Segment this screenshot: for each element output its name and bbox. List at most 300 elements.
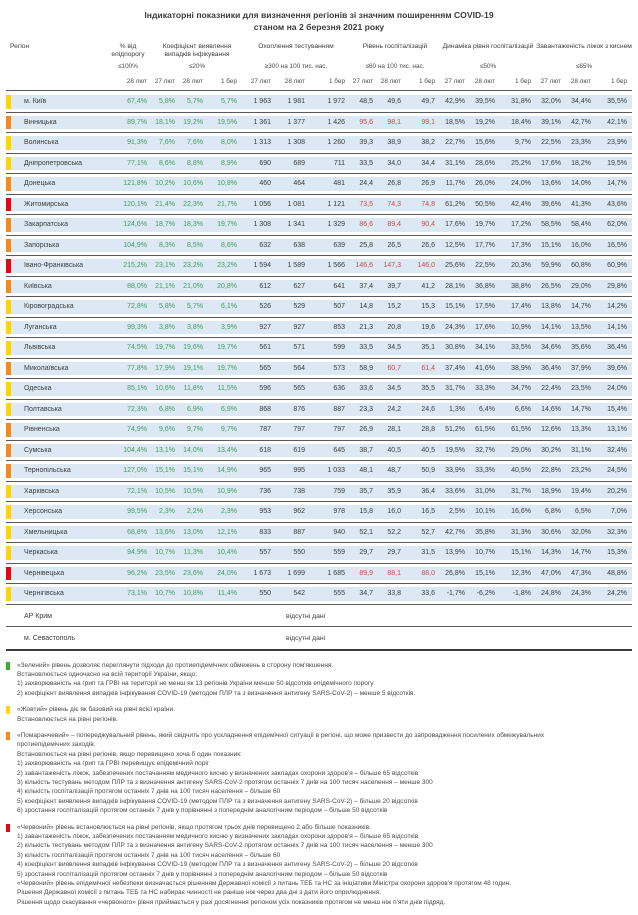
test-value: 1 308 xyxy=(253,221,271,229)
yellow-level-marker xyxy=(6,587,11,601)
region-name: Черкаська xyxy=(24,549,58,557)
test-value: 953 xyxy=(259,508,271,516)
region-name: Полтавська xyxy=(24,405,62,413)
beds-value: 47,3% xyxy=(571,569,591,577)
region-row-band xyxy=(6,485,632,499)
beds-value: 14,1% xyxy=(541,323,561,331)
beds-value: 59,9% xyxy=(541,262,561,270)
hosp-value: 23,3 xyxy=(359,405,373,413)
beds-value: 39,6% xyxy=(607,364,627,372)
table-row xyxy=(6,464,632,482)
test-value: 1 673 xyxy=(253,569,271,577)
test-value: 1 699 xyxy=(287,569,305,577)
marker-cell xyxy=(6,423,20,437)
beds-value: 15,3% xyxy=(607,549,627,557)
hosp-value: 31,5 xyxy=(421,549,435,557)
test-value: 627 xyxy=(293,282,305,290)
coef-value: 9,7% xyxy=(187,426,203,434)
dyn-value: -6,2% xyxy=(476,590,495,598)
test-value: 1 121 xyxy=(327,200,345,208)
coef-value: 5,8% xyxy=(159,98,175,106)
test-value: 711 xyxy=(333,159,345,167)
dyn-value: 36,8% xyxy=(475,282,495,290)
beds-value: 58,4% xyxy=(571,221,591,229)
yellow-level-marker xyxy=(6,341,11,355)
hosp-value: 35,5 xyxy=(421,385,435,393)
beds-value: 23,5% xyxy=(571,385,591,393)
beds-value: 23,9% xyxy=(607,139,627,147)
yellow-level-marker xyxy=(6,526,11,540)
hosp-value: 35,1 xyxy=(421,344,435,352)
hosp-value: 16,0 xyxy=(387,508,401,516)
hosp-value: 35,7 xyxy=(359,487,373,495)
region-name: Херсонська xyxy=(24,508,63,516)
hosp-value: 38,2 xyxy=(421,139,435,147)
no-data-row xyxy=(6,608,632,628)
beds-value: 14,7% xyxy=(607,180,627,188)
beds-value: 42,7% xyxy=(571,118,591,126)
dyn-value: 30,8% xyxy=(445,344,465,352)
region-row-band xyxy=(6,157,632,171)
coef-value: 11,4% xyxy=(217,590,237,598)
beds-value: 15,1% xyxy=(541,241,561,249)
dyn-value: 29,0% xyxy=(511,446,531,454)
yellow-level-marker xyxy=(6,321,11,335)
coef-value: 8,9% xyxy=(221,159,237,167)
region-row-band xyxy=(6,362,632,376)
dyn-value: 61,5% xyxy=(511,426,531,434)
date-header: 1 бер xyxy=(220,78,237,85)
coef-value: 23,5% xyxy=(155,569,175,577)
coef-value: 19,6% xyxy=(183,344,203,352)
hosp-value: 48,5 xyxy=(359,98,373,106)
hosp-value: 15,2 xyxy=(387,303,401,311)
legend-text: 1) захворюваність на грип та ГРВІ перевищує епідемічний поріг xyxy=(17,760,210,768)
threshold-dyn: ≤50% xyxy=(479,63,497,70)
marker-cell xyxy=(6,341,20,355)
region-row-band xyxy=(6,177,632,191)
legend-text: 5) коефіцієнт виявлення випадків інфікування COVID-19 (методом ПЛР та з визначення антигену SARS-CoV-2) – більше 20 відсотків xyxy=(17,797,418,805)
region-name: Київська xyxy=(24,282,52,290)
coef-value: 10,4% xyxy=(217,549,237,557)
region-name: Тернопільська xyxy=(24,467,71,475)
test-value: 1 377 xyxy=(287,118,305,126)
region-row-band xyxy=(6,464,632,478)
epid-value: 67,4% xyxy=(127,98,147,106)
date-header: 28 лют xyxy=(474,78,495,85)
test-value: 638 xyxy=(293,241,305,249)
hosp-value: 36,4 xyxy=(421,487,435,495)
epid-value: 120,1% xyxy=(123,200,147,208)
threshold-coef: ≤20% xyxy=(188,63,206,70)
region-name: Волинська xyxy=(24,139,59,147)
beds-value: 48,8% xyxy=(607,569,627,577)
test-value: 529 xyxy=(293,303,305,311)
epid-value: 215,2% xyxy=(123,262,147,270)
coef-value: 20,8% xyxy=(217,282,237,290)
region-name: Івано-Франківська xyxy=(24,262,84,270)
marker-cell xyxy=(6,239,20,253)
test-value: 645 xyxy=(333,446,345,454)
yellow-level-marker xyxy=(6,403,11,417)
coef-value: 7,6% xyxy=(159,139,175,147)
beds-value: 60,8% xyxy=(571,262,591,270)
table-row xyxy=(6,526,632,544)
dyn-value: 24,0% xyxy=(511,180,531,188)
legend-text: 2) завантаженість ліжок, забезпечених постачанням медичного кисню у визначених закладах охорони здоров'я – більше 65 відсотків xyxy=(17,769,419,777)
orange-level-marker xyxy=(6,464,11,478)
beds-value: 39,6% xyxy=(541,200,561,208)
hosp-value: 19,6 xyxy=(421,323,435,331)
region-name: Одеська xyxy=(24,385,52,393)
legend-text: 3) кількість госпіталізацій протягом останніх 7 днів на 100 тисяч населення – більше 60 xyxy=(17,851,281,859)
no-data-row xyxy=(6,630,632,651)
table-row xyxy=(6,177,632,195)
table-body xyxy=(6,95,632,651)
region-row-band xyxy=(6,341,632,355)
legend-text: Встановлюється одночасно на всій території України, якщо: xyxy=(17,670,198,678)
beds-value: 43,6% xyxy=(607,200,627,208)
beds-value: 36,4% xyxy=(541,364,561,372)
beds-value: 14,7% xyxy=(571,303,591,311)
hosp-value: 34,4 xyxy=(421,159,435,167)
marker-cell xyxy=(6,362,20,376)
beds-value: 18,9% xyxy=(541,487,561,495)
region-name: Луганська xyxy=(24,323,57,331)
hosp-value: 29,7 xyxy=(387,549,401,557)
dyn-value: 9,7% xyxy=(515,139,531,147)
orange-level-marker xyxy=(6,362,11,376)
coef-value: 10,9% xyxy=(217,487,237,495)
dyn-value: 22,7% xyxy=(445,139,465,147)
hosp-value: 33,6 xyxy=(421,590,435,598)
orange-level-marker xyxy=(6,239,11,253)
coef-value: 14,0% xyxy=(183,446,203,454)
test-value: 833 xyxy=(259,528,271,536)
coef-value: 8,6% xyxy=(159,159,175,167)
region-row-band xyxy=(6,526,632,540)
column-header-coef: Коефіцієнт виявлення випадків інфікування xyxy=(162,43,232,58)
beds-value: 39,1% xyxy=(541,118,561,126)
hosp-value: 98,1 xyxy=(387,118,401,126)
legend-text: Встановлюється на рівні регіонів. xyxy=(17,715,118,723)
region-row-band xyxy=(6,444,632,458)
test-value: 1 329 xyxy=(327,221,345,229)
dyn-value: 15,1% xyxy=(445,303,465,311)
legend-block-red xyxy=(6,823,632,908)
dyn-value: 10,7% xyxy=(475,549,495,557)
marker-cell xyxy=(6,136,20,150)
legend-block-yellow xyxy=(6,705,632,724)
marker-cell xyxy=(6,546,20,560)
test-value: 1 963 xyxy=(253,98,271,106)
dyn-value: 17,5% xyxy=(475,303,495,311)
legend-text: протиепідемічних заходів. xyxy=(17,741,96,749)
yellow-level-marker xyxy=(6,505,11,519)
dyn-value: 10,9% xyxy=(511,323,531,331)
dyn-value: 17,6% xyxy=(475,323,495,331)
test-value: 565 xyxy=(259,364,271,372)
test-value: 1 081 xyxy=(287,200,305,208)
date-header: 1 бер xyxy=(610,78,627,85)
table-row xyxy=(6,280,632,298)
region-row-band xyxy=(6,321,632,335)
coef-value: 2,3% xyxy=(221,508,237,516)
coef-value: 8,5% xyxy=(187,241,203,249)
hosp-value: 26,5 xyxy=(387,241,401,249)
coef-value: 21,4% xyxy=(155,200,175,208)
beds-value: 37,9% xyxy=(571,364,591,372)
epid-value: 72,8% xyxy=(127,303,147,311)
beds-value: 32,4% xyxy=(607,446,627,454)
marker-cell xyxy=(6,116,20,130)
beds-value: 20,2% xyxy=(607,487,627,495)
test-value: 636 xyxy=(333,385,345,393)
hosp-value: 24,6 xyxy=(421,405,435,413)
coef-value: 23,1% xyxy=(155,262,175,270)
hosp-value: 33,8 xyxy=(387,590,401,598)
coef-value: 2,3% xyxy=(159,508,175,516)
dyn-value: 42,9% xyxy=(445,98,465,106)
dyn-value: 33,6% xyxy=(445,487,465,495)
epid-value: 85,1% xyxy=(127,385,147,393)
dyn-value: 22,5% xyxy=(475,262,495,270)
date-header: 28 лют xyxy=(126,78,147,85)
test-value: 1 361 xyxy=(253,118,271,126)
yellow-level-bullet-icon xyxy=(6,706,10,714)
coef-value: 5,7% xyxy=(187,98,203,106)
beds-value: 24,8% xyxy=(541,590,561,598)
coef-value: 19,5% xyxy=(217,118,237,126)
test-value: 632 xyxy=(259,241,271,249)
test-value: 1 260 xyxy=(327,139,345,147)
dyn-value: 18,5% xyxy=(445,118,465,126)
dyn-value: 31,7% xyxy=(511,487,531,495)
test-value: 564 xyxy=(293,364,305,372)
table-row xyxy=(6,341,632,359)
test-value: 565 xyxy=(293,385,305,393)
no-data-grid xyxy=(6,610,632,624)
dyn-value: 38,8% xyxy=(511,282,531,290)
threshold-hosp: ≤60 на 100 тис. нас. xyxy=(365,63,425,70)
epid-value: 68,8% xyxy=(127,528,147,536)
dyn-value: 15,1% xyxy=(511,549,531,557)
marker-cell xyxy=(6,485,20,499)
dyn-value: 12,5% xyxy=(445,241,465,249)
hosp-value: 146,0 xyxy=(417,262,435,270)
dyn-value: 31,8% xyxy=(511,98,531,106)
date-header: 27 лют xyxy=(352,78,373,85)
dyn-value: 51,2% xyxy=(445,426,465,434)
epid-value: 77,1% xyxy=(127,159,147,167)
marker-cell xyxy=(6,280,20,294)
dyn-value: 33,5% xyxy=(511,344,531,352)
marker-cell xyxy=(6,259,20,273)
column-header-test: Охоплення тестуванням xyxy=(258,43,334,50)
region-row-band xyxy=(6,567,632,581)
epid-value: 74,5% xyxy=(127,344,147,352)
beds-value: 6,5% xyxy=(575,508,591,516)
dyn-value: 19,7% xyxy=(475,221,495,229)
hosp-value: 28,8 xyxy=(421,426,435,434)
test-value: 1 566 xyxy=(327,262,345,270)
beds-value: 14,1% xyxy=(607,323,627,331)
dyn-value: 31,7% xyxy=(445,385,465,393)
date-header: 27 лют xyxy=(444,78,465,85)
hosp-value: 38,7 xyxy=(359,446,373,454)
region-name: АР Крим xyxy=(24,612,52,620)
test-value: 1 033 xyxy=(327,467,345,475)
yellow-level-marker xyxy=(6,485,11,499)
region-row-band xyxy=(6,198,632,212)
beds-value: 19,4% xyxy=(571,487,591,495)
test-value: 1 341 xyxy=(287,221,305,229)
hosp-value: 37,4 xyxy=(359,282,373,290)
beds-value: 35,6% xyxy=(571,344,591,352)
hosp-value: 15,8 xyxy=(359,508,373,516)
coef-value: 7,6% xyxy=(187,139,203,147)
marker-cell xyxy=(6,464,20,478)
date-header: 27 лют xyxy=(154,78,175,85)
dyn-value: 18,4% xyxy=(511,118,531,126)
beds-value: 32,0% xyxy=(541,98,561,106)
yellow-level-marker xyxy=(6,546,11,560)
coef-value: 10,7% xyxy=(155,590,175,598)
legend-section xyxy=(6,661,632,908)
dyn-value: 39,5% xyxy=(475,98,495,106)
legend-text: «Червоний» рівень епідемічної небезпеки визначається рішенням Державної комісії з питань ТЕБ та НС за ініціативи Міністра охорони здоров'я протягом 48 годин. xyxy=(17,880,512,888)
table-row xyxy=(6,300,632,318)
hosp-value: 52,2 xyxy=(387,528,401,536)
beds-value: 16,5% xyxy=(607,241,627,249)
test-value: 940 xyxy=(333,528,345,536)
table-row xyxy=(6,259,632,277)
coef-value: 3,9% xyxy=(221,323,237,331)
table-row xyxy=(6,157,632,175)
test-value: 995 xyxy=(293,467,305,475)
beds-value: 62,0% xyxy=(607,221,627,229)
hosp-value: 33,5 xyxy=(359,159,373,167)
yellow-level-marker xyxy=(6,382,11,396)
coef-value: 19,1% xyxy=(183,364,203,372)
legend-text: Рішення щодо скасування «червоного» рівня приймається у разі досягнення регіоном усіх показників протягом не менш ніж п'яти днів підряд. xyxy=(17,898,446,906)
coef-value: 10,6% xyxy=(155,385,175,393)
red-level-marker xyxy=(6,567,11,581)
hosp-value: 20,8 xyxy=(387,323,401,331)
hosp-value: 52,7 xyxy=(421,528,435,536)
marker-cell xyxy=(6,321,20,335)
dyn-value: 61,5% xyxy=(475,426,495,434)
test-value: 1 972 xyxy=(327,98,345,106)
dyn-value: 17,6% xyxy=(445,221,465,229)
test-value: 797 xyxy=(293,426,305,434)
table-row xyxy=(6,444,632,462)
dyn-value: 38,9% xyxy=(511,364,531,372)
hosp-value: 39,3 xyxy=(359,139,373,147)
region-name: Миколаївська xyxy=(24,364,69,372)
test-value: 1 313 xyxy=(253,139,271,147)
test-value: 887 xyxy=(333,405,345,413)
hosp-value: 60,7 xyxy=(387,364,401,372)
hosp-value: 34,5 xyxy=(387,385,401,393)
coef-value: 10,2% xyxy=(155,180,175,188)
coef-value: 19,2% xyxy=(183,118,203,126)
beds-value: 58,5% xyxy=(541,221,561,229)
date-header: 27 лют xyxy=(250,78,271,85)
epid-value: 72,3% xyxy=(127,405,147,413)
coef-value: 8,8% xyxy=(187,159,203,167)
coef-value: 8,0% xyxy=(221,139,237,147)
coef-value: 10,8% xyxy=(183,590,203,598)
table-row xyxy=(6,546,632,564)
test-value: 1 685 xyxy=(327,569,345,577)
dyn-value: 42,4% xyxy=(511,200,531,208)
table-row xyxy=(6,423,632,441)
beds-value: 24,3% xyxy=(571,590,591,598)
orange-level-marker xyxy=(6,423,11,437)
legend-text: 3) кількість тестувань методом ПЛР та з визначення антигену SARS-CoV-2 протягом останніх 7 днів на 100 тисяч населення – менше 300 xyxy=(17,778,433,786)
test-value: 853 xyxy=(333,323,345,331)
red-level-bullet-icon xyxy=(6,824,10,832)
beds-value: 6,8% xyxy=(545,508,561,516)
region-name: Кіровоградська xyxy=(24,303,74,311)
dyn-value: 50,5% xyxy=(475,200,495,208)
region-row-band xyxy=(6,259,632,273)
no-data-note: відсутні дані xyxy=(286,612,326,620)
region-name: Вінницька xyxy=(24,118,57,126)
coef-value: 11,3% xyxy=(183,549,203,557)
table-row xyxy=(6,198,632,216)
dyn-value: 6,4% xyxy=(479,405,495,413)
hosp-value: 38,9 xyxy=(387,139,401,147)
epid-value: 96,2% xyxy=(127,569,147,577)
header-labels-row xyxy=(6,43,632,59)
beds-value: 13,1% xyxy=(607,426,627,434)
marker-cell xyxy=(6,505,20,519)
epid-value: 104,9% xyxy=(123,241,147,249)
beds-value: 22,5% xyxy=(541,139,561,147)
coef-value: 6,1% xyxy=(221,303,237,311)
region-row-band xyxy=(6,587,632,601)
hosp-value: 73,5 xyxy=(359,200,373,208)
table-row xyxy=(6,95,632,113)
test-value: 555 xyxy=(333,590,345,598)
test-value: 559 xyxy=(333,549,345,557)
hosp-value: 39,7 xyxy=(387,282,401,290)
test-value: 460 xyxy=(259,180,271,188)
legend-text: 4) кількість госпіталізацій протягом останніх 7 днів на 100 тисяч населення – більше 60 xyxy=(17,788,281,796)
dyn-value: 26,8% xyxy=(445,569,465,577)
beds-value: 14,7% xyxy=(571,549,591,557)
marker-cell xyxy=(6,177,20,191)
region-row-band xyxy=(6,546,632,560)
marker-cell xyxy=(6,587,20,601)
dyn-value: 26,0% xyxy=(475,180,495,188)
hosp-value: 88,0 xyxy=(421,569,435,577)
test-value: 557 xyxy=(259,549,271,557)
coef-value: 18,1% xyxy=(155,118,175,126)
coef-value: 12,1% xyxy=(217,528,237,536)
dyn-value: 11,7% xyxy=(445,180,465,188)
hosp-value: 52,1 xyxy=(359,528,373,536)
dyn-value: 24,3% xyxy=(445,323,465,331)
region-name: Харківська xyxy=(24,487,59,495)
dyn-value: 15,6% xyxy=(475,139,495,147)
region-row-band xyxy=(6,382,632,396)
hosp-value: 88,1 xyxy=(387,569,401,577)
hosp-value: 24,4 xyxy=(359,180,373,188)
test-value: 481 xyxy=(333,180,345,188)
